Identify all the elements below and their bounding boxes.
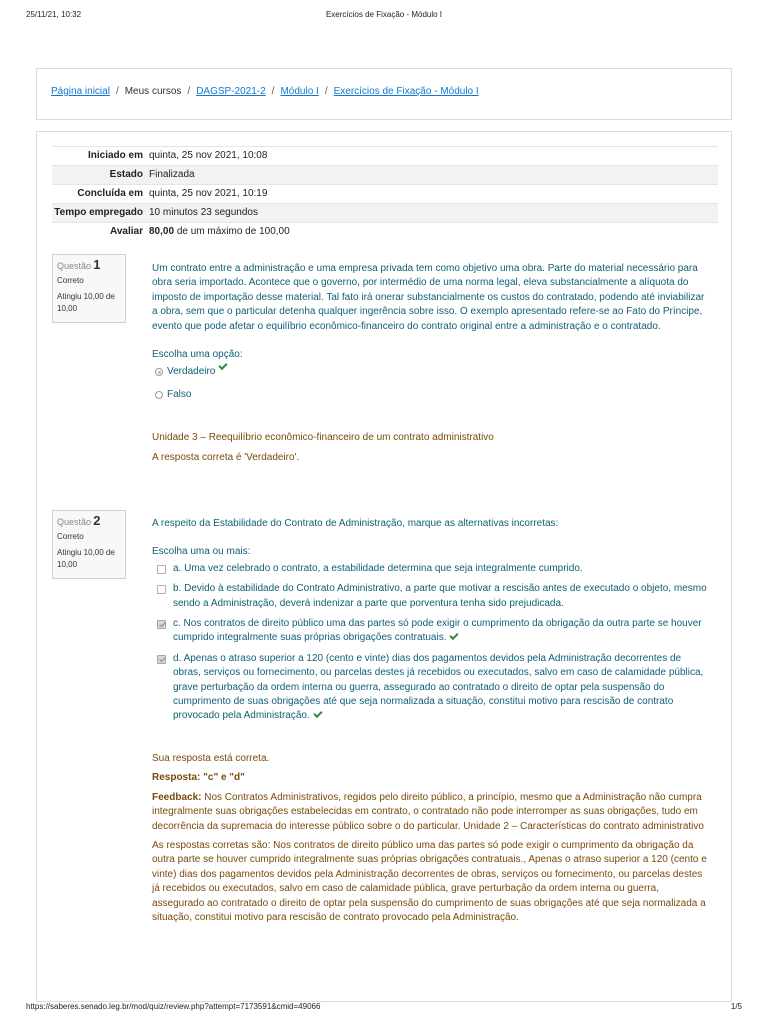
correctness-message: Sua resposta está correta.: [152, 752, 270, 764]
print-footer: [0, 1002, 768, 1016]
question-grade: Atingiu 10,00 de 10,00: [57, 292, 115, 313]
question-1-content: [152, 262, 707, 465]
question-text: A respeito da Estabilidade do Contrato de Administração, marque as alternativas incorretas:: [152, 518, 559, 529]
radio-button-selected[interactable]: [155, 368, 163, 376]
attempt-summary-table: [52, 146, 718, 241]
summary-value: [149, 226, 290, 238]
breadcrumb-module-link[interactable]: Módulo I: [280, 86, 319, 97]
answer-label: Resposta:: [152, 772, 201, 784]
print-header: [0, 10, 768, 24]
correct-check-icon: [450, 631, 459, 640]
question-info-box: [52, 254, 126, 323]
summary-row-completed: [52, 184, 718, 203]
option-text: c. Nos contratos de direito público uma das partes só pode exigir o cumprimento da obrigação da outra parte se houver cumprido integralmente suas próprias obrigações contratuais.: [173, 618, 702, 644]
question-state: Correto: [57, 276, 84, 285]
summary-value: quinta, 25 nov 2021, 10:19: [149, 188, 268, 199]
summary-row-time-taken: [52, 203, 718, 222]
breadcrumb-my-courses: Meus cursos: [124, 86, 182, 97]
question-number: [57, 259, 121, 273]
answer-value: "c" e "d": [203, 772, 245, 784]
print-page-number: 1/5: [730, 1002, 742, 1011]
summary-key: Tempo empregado: [54, 207, 143, 218]
summary-key: Estado: [109, 169, 143, 180]
print-datetime: 25/11/21, 10:32: [26, 10, 82, 19]
grade-suffix: de um máximo de 100,00: [176, 226, 290, 237]
question-info-box: [52, 510, 126, 579]
summary-row-started: [52, 146, 718, 165]
checkbox[interactable]: [157, 565, 166, 574]
option-label: Falso: [167, 388, 192, 400]
question-number: [57, 515, 121, 529]
correct-check-icon: [313, 709, 322, 718]
breadcrumb-quiz-link[interactable]: Exercícios de Fixação - Módulo I: [333, 86, 479, 97]
question-label: Questão: [57, 517, 92, 527]
summary-value: quinta, 25 nov 2021, 10:08: [149, 150, 268, 161]
answer-prompt: Escolha uma ou mais:: [152, 546, 251, 558]
summary-key: Avaliar: [110, 226, 143, 237]
option-text: d. Apenas o atraso superior a 120 (cento e vinte) dias dos pagamentos devidos pela Administração decorrentes de obras, serviços ou fornecimento, ou parcelas destes já recebidos ou executados, salvo em caso de calamidade pública, grave perturbação da ordem interna ou guerra, assegurado ao contratado o direito de optar pela suspensão do cumprimento de suas obrigações até que seja normalizada a situação, constitui motivo para rescisão de contrato provocado pela Administração.: [173, 652, 704, 722]
summary-row-grade: [52, 222, 718, 241]
breadcrumb-separator: /: [271, 86, 275, 97]
breadcrumb-separator: /: [324, 86, 328, 97]
right-answer: As respostas corretas são: Nos contratos de direito público uma das partes só pode exigir o cumprimento da obrigação da outra parte se houver cumprido integralmente suas próprias obrigações contratuais., Apenas o atraso superior a 120 (cento e vinte) dias dos pagamentos devidos pela Administração decorrentes de obras, serviços ou fornecimento, ou parcelas destes já recebidos ou executados, salvo em caso de calamidade pública, grave perturbação da ordem interna ou guerra, assegurado ao contratado o direito de optar pela suspensão do cumprimento de suas obrigações até que seja normalizada a situação, constitui motivo para rescisão de contrato provocado pela Administração.: [152, 839, 707, 923]
summary-row-state: [52, 165, 718, 184]
correct-check-icon: [219, 361, 228, 370]
summary-value: 10 minutos 23 segundos: [149, 207, 258, 218]
option-label: [173, 652, 707, 724]
question-grade: Atingiu 10,00 de 10,00: [57, 548, 115, 569]
answer-option[interactable]: [152, 617, 707, 646]
specific-feedback: [152, 791, 707, 834]
quiz-review: [36, 131, 732, 1002]
breadcrumb-separator: /: [115, 86, 119, 97]
breadcrumb: [36, 68, 732, 120]
breadcrumb-home-link[interactable]: Página inicial: [51, 86, 110, 97]
answer-option[interactable]: [152, 582, 707, 611]
checkbox[interactable]: [157, 585, 166, 594]
question-number-value: 2: [93, 513, 101, 528]
option-label: b. Devido à estabilidade do Contrato Administrativo, a parte que motivar a rescisão antes de executado o objeto, mesmo sendo a Administração, deverá indenizar a parte que porventura tenha sido prejudicada.: [173, 583, 707, 609]
summary-value: Finalizada: [149, 169, 195, 180]
question-label: Questão: [57, 261, 92, 271]
checkbox-checked[interactable]: [157, 620, 166, 629]
question-number-value: 1: [93, 257, 101, 272]
summary-key: Concluída em: [77, 188, 143, 199]
general-feedback: Unidade 3 – Reequilíbrio econômico-financeiro de um contrato administrativo: [152, 432, 494, 444]
breadcrumb-course-link[interactable]: DAGSP-2021-2: [196, 86, 266, 97]
question-2-content: [152, 517, 707, 925]
print-url: https://saberes.senado.leg.br/mod/quiz/review.php?attempt=7173591&cmid=49066: [26, 1002, 321, 1011]
right-answer: A resposta correta é 'Verdadeiro'.: [152, 451, 300, 463]
answer-summary: [152, 771, 707, 785]
answer-prompt: Escolha uma opção:: [152, 349, 243, 361]
answer-option[interactable]: [152, 388, 707, 402]
grade-score: 80,00: [149, 226, 175, 237]
answer-option[interactable]: [152, 562, 707, 576]
answer-option[interactable]: [152, 652, 707, 724]
option-label: a. Uma vez celebrado o contrato, a estabilidade determina que seja integralmente cumprido.: [173, 562, 583, 574]
summary-key: Iniciado em: [87, 150, 143, 161]
radio-button[interactable]: [155, 391, 163, 399]
print-title: Exercícios de Fixação - Módulo I: [325, 10, 443, 19]
option-label: [173, 617, 707, 646]
breadcrumb-separator: /: [187, 86, 191, 97]
question-text: Um contrato entre a administração e uma empresa privada tem como objetivo uma obra. Parte do material necessário para obra seria importado. Acontece que o governo, por intermédio de uma norma legal, eleva substancialmente a alíquota do imposto de importação desse material. Tal fato irá onerar substancialmente os custos do contratado, podendo até inviabilizar a obra, sem que o particular detenha qualquer ingerência sobre isso. O exemplo apresentado refere-se ao Fato do Príncipe, evento que pode afetar o equilíbrio econômico-financeiro do contrato original entre a administração e o contratado.: [152, 263, 705, 332]
feedback-text: Nos Contratos Administrativos, regidos pelo direito público, a princípio, mesmo que a Administração não cumpra integralmente suas obrigações estabelecidas em contrato, o contratado não pode interromper as suas obrigações, tudo em decorrência da supremacia do interesse público sobre o do particular. Unidade 2 – Características do contrato administrativo: [152, 791, 704, 832]
option-label: Verdadeiro: [167, 366, 216, 378]
checkbox-checked[interactable]: [157, 655, 166, 664]
feedback-label: Feedback:: [152, 791, 202, 803]
answer-option[interactable]: [152, 365, 707, 379]
question-state: Correto: [57, 532, 84, 541]
